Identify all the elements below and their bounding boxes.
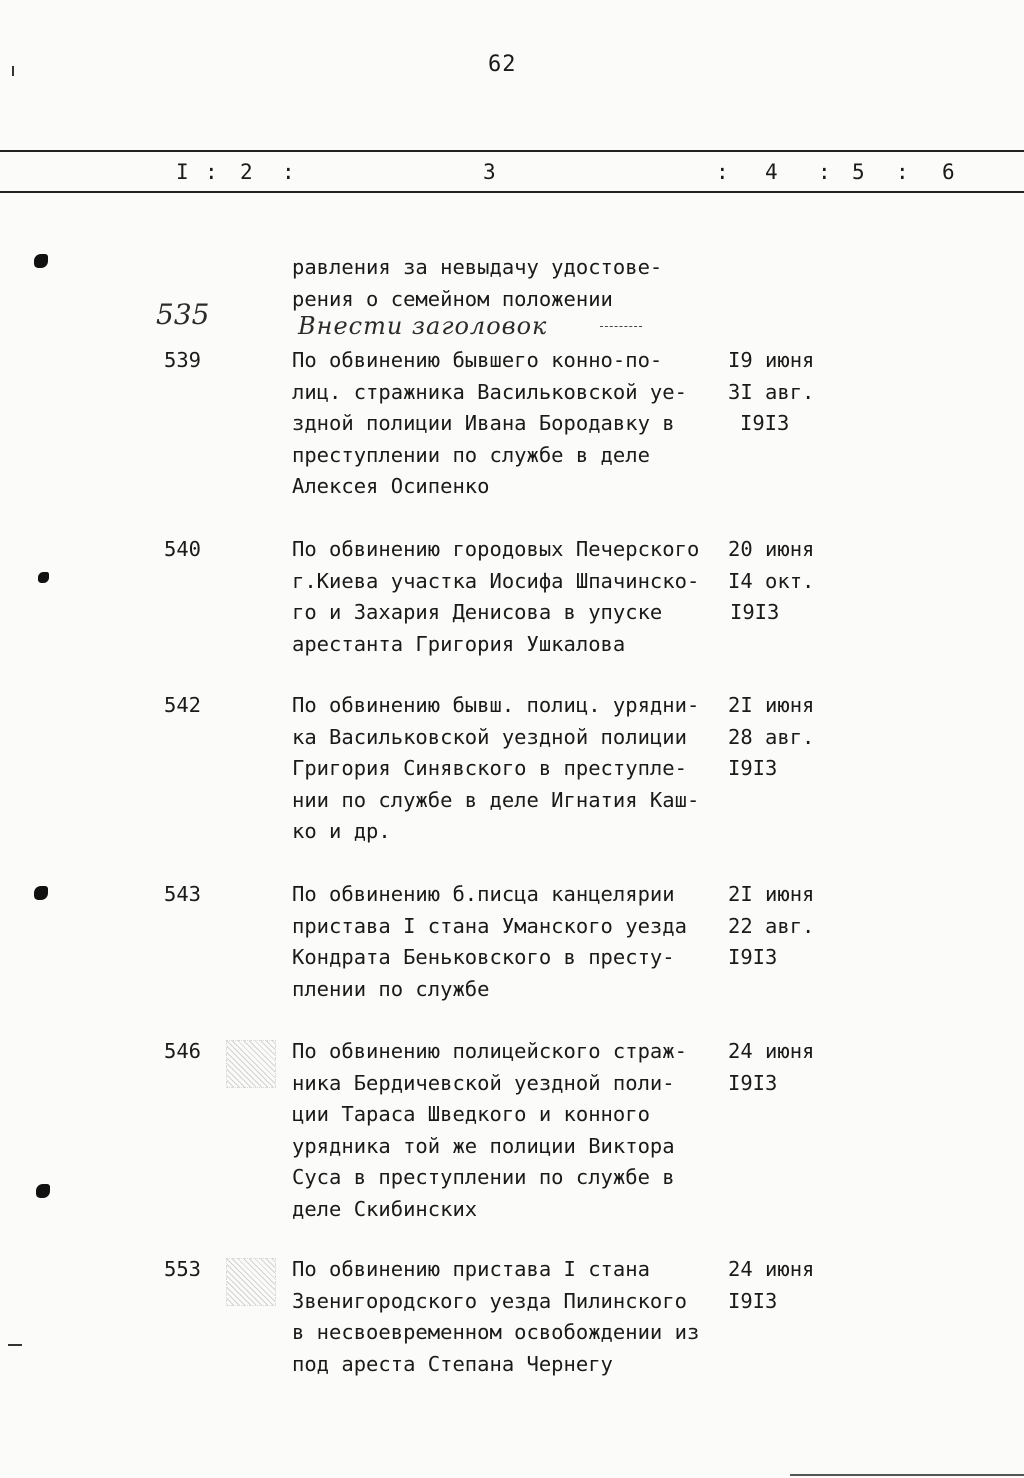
text-line: Григория Синявского в преступле- <box>292 756 687 780</box>
text-line: Звенигородского уезда Пилинского <box>292 1288 687 1313</box>
text-line: Алексея Осипенко <box>292 474 490 498</box>
continuation-text <box>292 252 722 315</box>
date-year: I9I3 <box>730 600 780 624</box>
handwritten-underline <box>600 326 642 327</box>
entry-dates <box>728 345 838 440</box>
scan-artifact <box>8 1344 22 1346</box>
margin-mark <box>34 886 48 900</box>
entry-number: 539 <box>164 348 202 372</box>
date-start: 2I июня <box>728 882 815 906</box>
entry-number: 542 <box>164 693 202 717</box>
margin-mark <box>34 254 48 268</box>
text-line: г.Киева участка Иосифа Шпачинско- <box>292 568 700 593</box>
entry-description <box>292 1254 722 1380</box>
date-year: I9I3 <box>728 1070 778 1095</box>
date-year: I9I3 <box>728 1288 778 1313</box>
faded-stamp <box>226 1258 276 1306</box>
entry-dates <box>728 1036 838 1099</box>
page-number: 62 <box>488 52 517 77</box>
text-line: ка Васильковской уездной полиции <box>292 724 687 749</box>
table-top-rule <box>0 150 1024 152</box>
text-line: преступлении по службе в деле <box>292 442 650 467</box>
column-header-6: 6 <box>942 160 955 184</box>
date-start: 24 июня <box>728 1257 815 1281</box>
text-line: здной полиции Ивана Бородавку в <box>292 411 675 435</box>
date-start: 2I июня <box>728 693 815 717</box>
entry-description <box>292 345 722 503</box>
column-separator: : <box>818 160 831 184</box>
text-line: пристава I стана Уманского уезда <box>292 913 687 938</box>
column-separator: : <box>282 160 295 184</box>
entry-dates <box>728 1254 838 1317</box>
text-line: равления за невыдачу удостове- <box>292 255 663 279</box>
text-line: ции Тараса Шведкого и конного <box>292 1102 650 1126</box>
text-line: урядника той же полиции Виктора <box>292 1133 675 1158</box>
margin-mark <box>38 572 49 583</box>
column-header-3: 3 <box>483 160 496 184</box>
date-year: I9I3 <box>740 411 790 435</box>
text-line: рения о семейном положении <box>292 286 613 311</box>
date-year: I9I3 <box>728 756 778 780</box>
text-line: деле Скибинских <box>292 1196 478 1221</box>
text-line: По обвинению полицейского страж- <box>292 1039 687 1063</box>
date-end: 28 авг. <box>728 724 815 749</box>
text-line: лиц. стражника Васильковской уе- <box>292 379 687 404</box>
entry-dates <box>728 690 838 785</box>
entry-number: 546 <box>164 1039 202 1063</box>
date-start: I9 июня <box>728 348 815 372</box>
date-end: 22 авг. <box>728 913 815 938</box>
entry-description <box>292 534 722 660</box>
text-line: ко и др. <box>292 819 391 843</box>
scan-artifact <box>12 66 14 76</box>
column-header-4: 4 <box>765 160 778 184</box>
date-year: I9I3 <box>728 945 778 969</box>
text-line: По обвинению пристава I стана <box>292 1257 650 1281</box>
text-line: По обвинению бывшего конно-по- <box>292 348 663 372</box>
text-line: под ареста Степана Чернегу <box>292 1351 613 1376</box>
text-line: Кондрата Беньковского в престу- <box>292 945 675 969</box>
column-separator: : <box>716 160 729 184</box>
entry-dates <box>728 534 838 629</box>
text-line: арестанта Григория Ушкалова <box>292 631 626 656</box>
date-start: 24 июня <box>728 1039 815 1063</box>
text-line: ника Бердичевской уездной поли- <box>292 1070 675 1095</box>
entry-number: 553 <box>164 1257 202 1281</box>
entry-description <box>292 1036 722 1225</box>
text-line: По обвинению бывш. полиц. урядни- <box>292 693 700 717</box>
date-end: I4 окт. <box>728 568 815 593</box>
column-separator: : <box>896 160 909 184</box>
entry-number: 540 <box>164 537 202 561</box>
text-line: го и Захария Денисова в упуске <box>292 600 663 624</box>
column-header-5: 5 <box>852 160 865 184</box>
text-line: нии по службе в деле Игнатия Каш- <box>292 787 700 812</box>
date-end: 3I авг. <box>728 379 815 404</box>
faded-stamp <box>226 1040 276 1088</box>
text-line: По обвинению городовых Печерского <box>292 537 700 561</box>
handwritten-number: 535 <box>156 298 210 331</box>
text-line: плении по службе <box>292 976 490 1001</box>
table-header-rule <box>0 191 1024 193</box>
date-start: 20 июня <box>728 537 815 561</box>
handwritten-note: Внести заголовок <box>298 312 548 340</box>
column-header-2: 2 <box>240 160 253 184</box>
text-line: Суса в преступлении по службе в <box>292 1165 675 1189</box>
entry-dates <box>728 879 838 974</box>
text-line: в несвоевременном освобождении из <box>292 1320 700 1344</box>
entry-description <box>292 690 722 848</box>
column-header-1: I <box>176 160 189 184</box>
entry-description <box>292 879 722 1005</box>
entry-number: 543 <box>164 882 202 906</box>
margin-mark <box>36 1184 50 1198</box>
text-line: По обвинению б.писца канцелярии <box>292 882 675 906</box>
scan-artifact <box>790 1474 1024 1476</box>
column-separator: : <box>205 160 218 184</box>
